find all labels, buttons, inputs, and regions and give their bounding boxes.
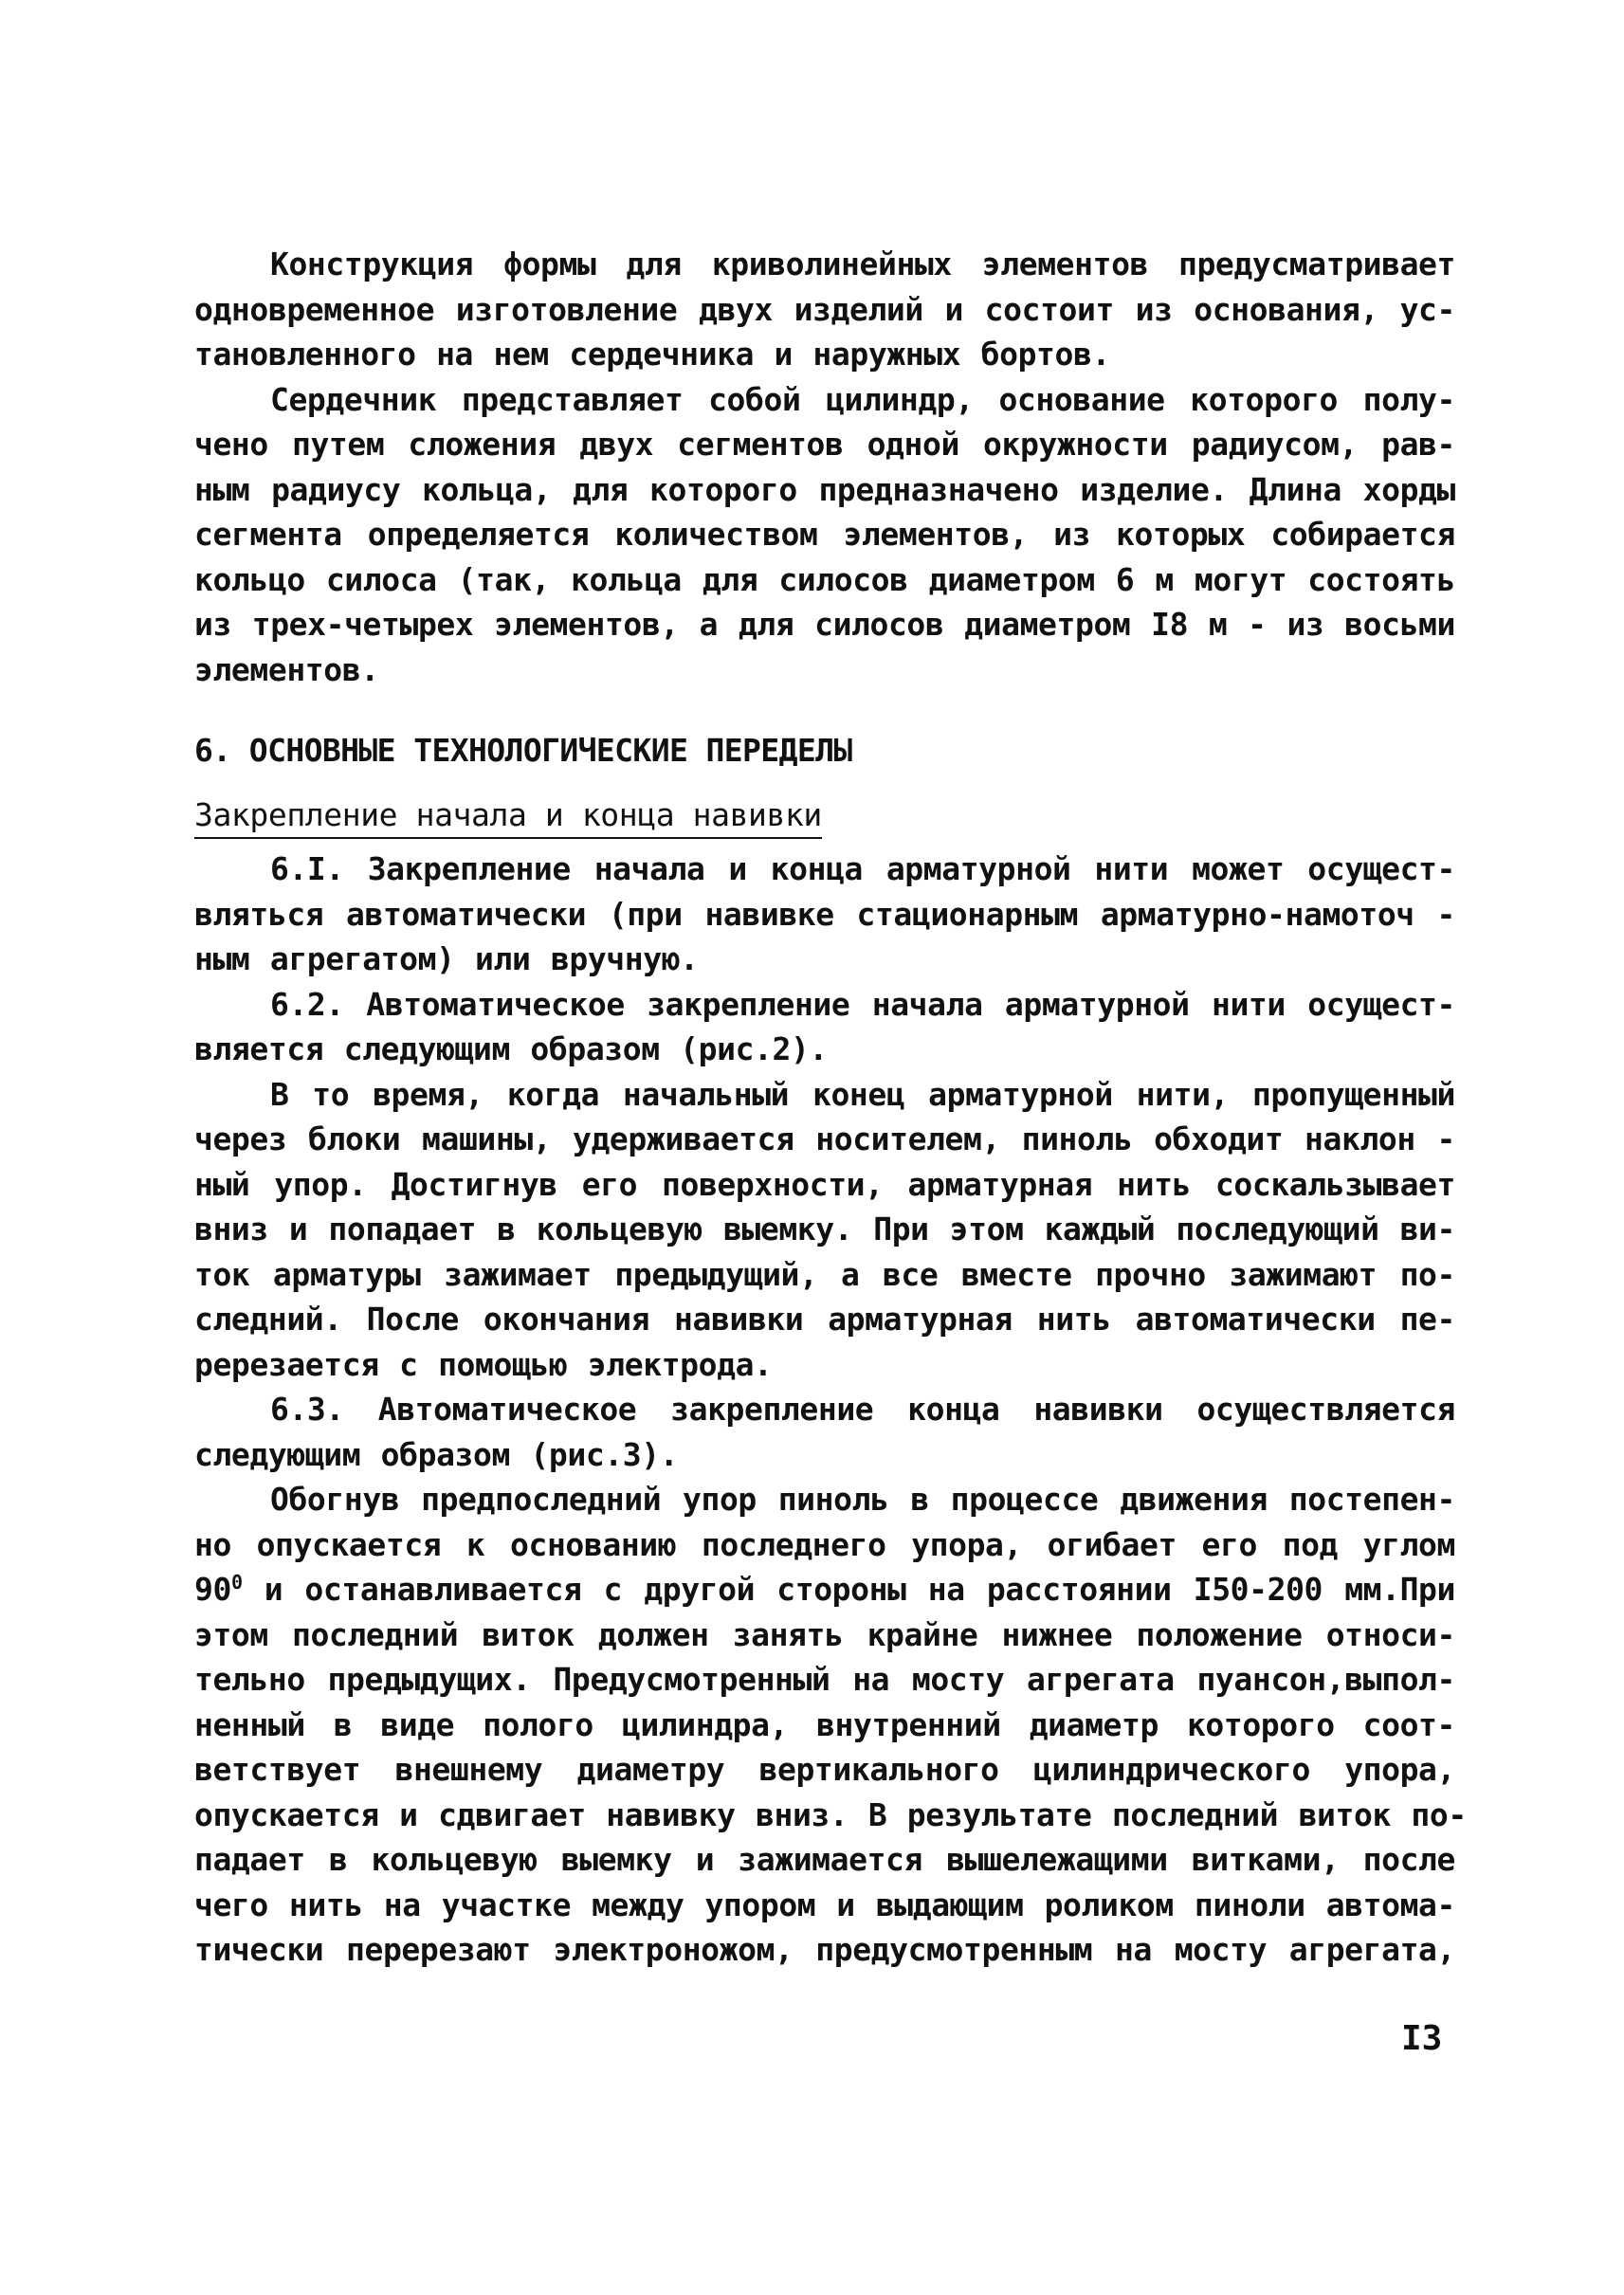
page-number: I3 [1401, 2019, 1443, 2058]
text-line: но опускается к основанию последнего упора, огибает его под углом [194, 1525, 1455, 1563]
paragraph-start-fixing-process [194, 1072, 1455, 1388]
text-line: через блоки машины, удерживается носителем, пиноль обходит наклон - [194, 1120, 1455, 1157]
text-line: следний. После окончания навивки арматурная нить автоматически пе- [194, 1301, 1455, 1338]
paragraph-core-description [194, 377, 1455, 693]
text-line: 6.3. Автоматическое закрепление конца навивки осуществляется [270, 1391, 1455, 1428]
text-line: сегмента определяется количеством элементов, из которых собирается [194, 516, 1455, 553]
text-line: ненный в виде полого цилиндра, внутренний диаметр которого соот- [194, 1705, 1455, 1743]
text-line: Обогнув предпоследний упор пиноль в процессе движения постепен- [270, 1481, 1455, 1518]
degree-superscript: 0 [230, 1571, 243, 1594]
text-line: чего нить на участке между упором и выдающим роликом пиноли автома- [194, 1885, 1455, 1923]
text-line: ток арматуры зажимает предыдущий, а все вместе прочно зажимают по- [194, 1255, 1455, 1293]
text-line: ный упор. Достигнув его поверхности, арматурная нить соскальзывает [194, 1165, 1455, 1203]
text-line: чено путем сложения двух сегментов одной окружности радиусом, рав- [194, 426, 1455, 463]
text-line: ным радиусу кольца, для которого предназначено изделие. Длина хорды [194, 470, 1455, 508]
text-line: тически перерезают электроножом, предусмотренным на мосту агрегата, [194, 1931, 1455, 1968]
text-line: В то время, когда начальный конец арматурной нити, пропущенный [270, 1075, 1455, 1113]
section-heading: 6. ОСНОВНЫЕ ТЕХНОЛОГИЧЕСКИЕ ПЕРЕДЕЛЫ [194, 732, 852, 769]
paragraph-6-3 [194, 1387, 1455, 1477]
paragraph-end-fixing-process [194, 1477, 1467, 1973]
text-line: следующим образом (рис.3). [194, 1435, 679, 1473]
text-line: вляется следующим образом (рис.2). [194, 1030, 828, 1067]
text-line: ным агрегатом) или вручную. [194, 940, 699, 977]
text-line: вляться автоматически (при навивке стационарным арматурно-намоточ - [194, 895, 1455, 933]
paragraph-form-construction [194, 242, 1455, 377]
text-line: из трех-четырех элементов, а для силосов диаметром I8 м - из восьми [194, 606, 1455, 643]
text-fragment: и останавливается с другой стороны на расстоянии I50-200 мм.При [242, 1571, 1455, 1608]
text-line: одновременное изготовление двух изделий и состоит из основания, ус- [194, 290, 1455, 328]
paragraph-6-2 [194, 982, 1455, 1072]
text-line: 6.I. Закрепление начала и конца арматурной нити может осущест- [270, 850, 1455, 887]
text-line: Конструкция формы для криволинейных элементов предусматривает [270, 246, 1455, 282]
text-line: вниз и попадает в кольцевую выемку. При этом каждый последующий ви- [194, 1211, 1455, 1248]
text-line: элементов. [194, 650, 379, 688]
text-line: падает в кольцевую выемку и зажимается вышележащими витками, после [194, 1841, 1455, 1878]
text-line: Сердечник представляет собой цилиндр, основание которого полу- [270, 380, 1455, 418]
text-line: 6.2. Автоматическое закрепление начала арматурной нити осущест- [270, 985, 1455, 1023]
angle-value: 90 [194, 1571, 231, 1608]
text-line [194, 1567, 1455, 1612]
text-line: ветствует внешнему диаметру вертикального цилиндрического упора, [194, 1751, 1455, 1788]
text-line: кольцо силоса (так, кольца для силосов диаметром 6 м могут состоять [194, 560, 1455, 598]
paragraph-6-1 [194, 847, 1455, 982]
text-line: тановленного на нем сердечника и наружных бортов. [194, 336, 1110, 373]
text-line: этом последний виток должен занять крайне нижнее положение относи- [194, 1615, 1455, 1653]
text-line: опускается и сдвигает навивку вниз. В результате последний виток по- [194, 1795, 1467, 1833]
document-page [194, 242, 1467, 1973]
subsection-heading: Закрепление начала и конца навивки [194, 792, 822, 840]
text-line: тельно предыдущих. Предусмотренный на мосту агрегата пуансон,выпол- [194, 1661, 1455, 1698]
text-line: ререзается с помощью электрода. [194, 1345, 773, 1383]
